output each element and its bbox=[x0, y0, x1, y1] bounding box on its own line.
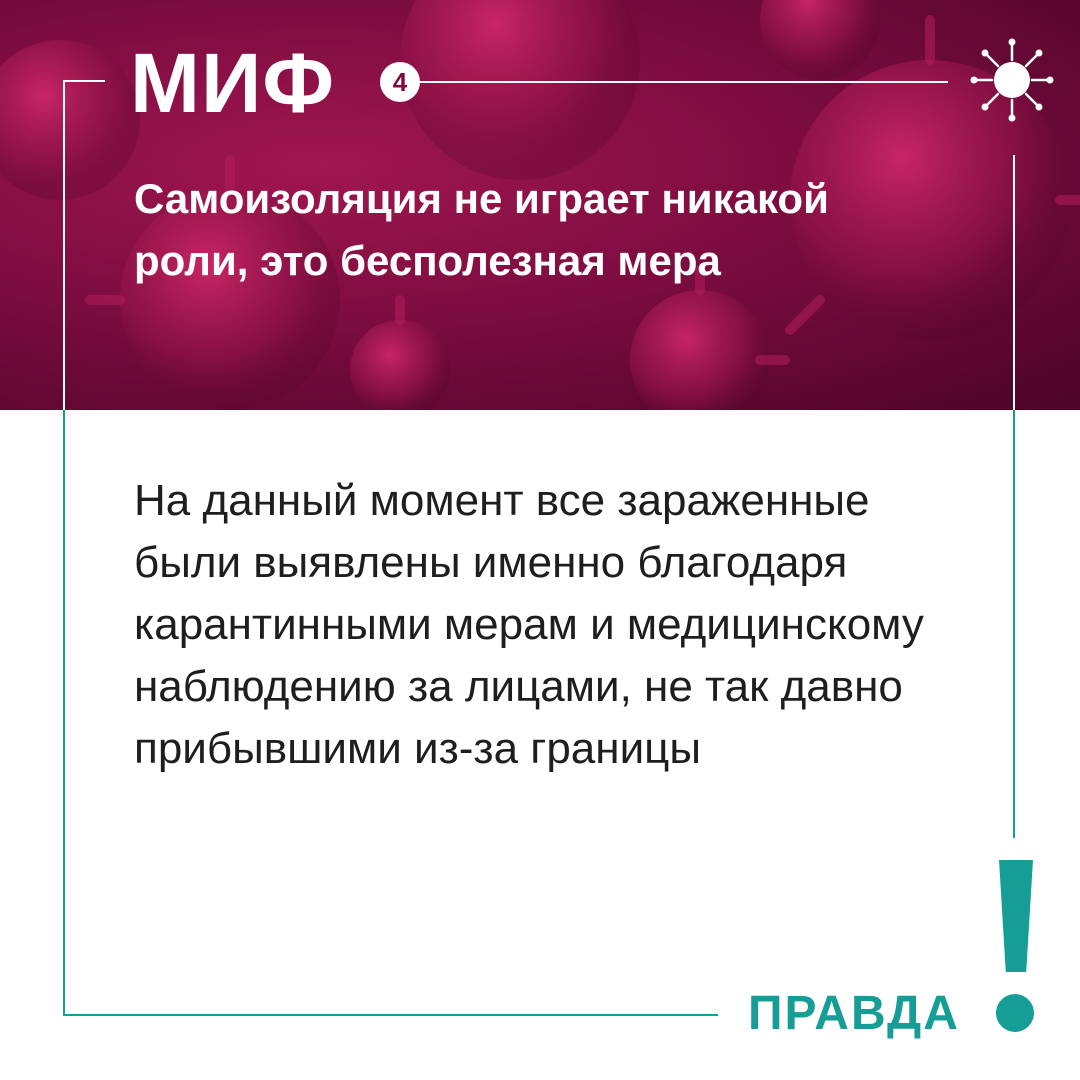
truth-text: На данный момент все зараженные были выявлены именно благодаря карантинными мерам и медицинскому наблюдению за лицами, не так давно прибывшими из-за границы bbox=[134, 476, 924, 773]
exclamation-dot bbox=[996, 994, 1034, 1032]
myth-statement: Самоизоляция не играет никакой роли, это бесполезная мера bbox=[134, 175, 829, 284]
virus-icon bbox=[970, 38, 1054, 122]
frame-left-line-top bbox=[63, 80, 65, 410]
exclamation-bar bbox=[999, 860, 1033, 972]
frame-top-line bbox=[420, 81, 948, 83]
frame-left-line-bottom bbox=[63, 410, 65, 1016]
frame-right-line-top bbox=[1013, 155, 1015, 410]
frame-top-left-line bbox=[63, 80, 105, 82]
truth-label: ПРАВДА bbox=[748, 987, 960, 1040]
frame-right-line-bottom bbox=[1013, 410, 1015, 838]
hero-banner bbox=[0, 0, 1080, 410]
frame-bottom-line bbox=[63, 1014, 718, 1016]
myth-title: МИФ bbox=[130, 36, 336, 130]
myth-number-badge: 4 bbox=[380, 62, 420, 102]
